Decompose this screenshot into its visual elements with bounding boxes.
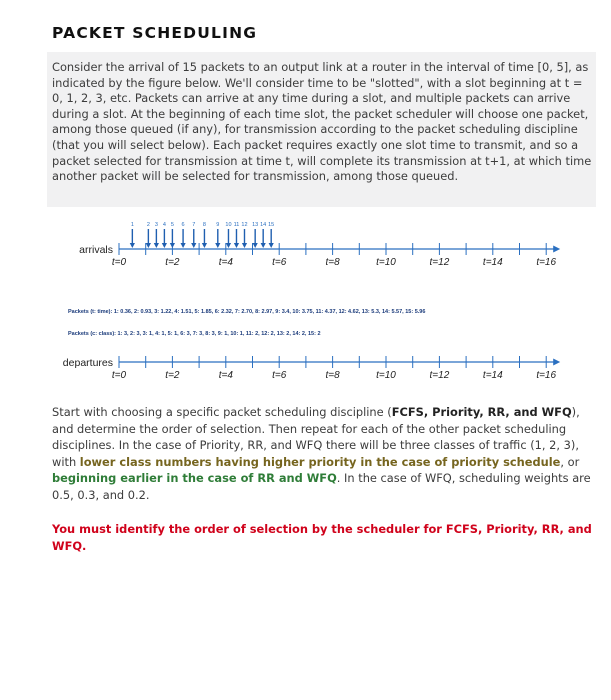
- arrival-arrowhead: [154, 243, 159, 248]
- packet-classes-line: Packets (c: class): 1: 3, 2: 3, 3: 1, 4: 1, 5: 1, 6: 3, 7: 3, 8: 3, 9: 1, 10: 1, 11: 2, 12: 2, 13: 2, 14: 2, 15: 2: [68, 331, 321, 337]
- arrival-arrowhead: [234, 243, 239, 248]
- packet-times-line: Packets (t: time): 1: 0.36, 2: 0.93, 3: 1.22, 4: 1.51, 5: 1.85, 6: 2.32, 7: 2.70, 8: 2.97, 9: 3.4, 10: 3.75, 11: 4.37, 12: 4.62, 13: 5.3, 14: 5.57, 15: 5.96: [68, 309, 426, 315]
- departures-axis-arrowhead: [553, 359, 560, 366]
- arrival-packet-number: 11: [233, 222, 240, 228]
- arrival-packet-number: 2: [146, 222, 150, 228]
- arrivals-tick-label: t=16: [536, 257, 557, 268]
- arrival-arrowhead: [253, 243, 258, 248]
- arrival-arrowhead: [146, 243, 151, 248]
- arrivals-tick-label: t=10: [376, 257, 396, 268]
- departures-axis-label: departures: [62, 357, 113, 369]
- arrival-packet-number: 5: [170, 222, 174, 228]
- rr-wfq-rule-highlight: beginning earlier in the case of RR and WFQ: [52, 471, 337, 485]
- arrivals-tick-label: t=8: [325, 257, 340, 268]
- arrival-packet-number: 1: [130, 222, 134, 228]
- arrival-packet-number: 4: [162, 222, 166, 228]
- departures-tick-label: t=12: [429, 370, 450, 381]
- disciplines-highlight: FCFS, Priority, RR, and WFQ: [391, 405, 572, 419]
- arrival-arrowhead: [226, 243, 231, 248]
- departures-tick-label: t=14: [482, 370, 503, 381]
- arrival-departure-figure: [60, 212, 595, 397]
- arrival-arrowhead: [162, 243, 167, 248]
- arrival-packet-number: 9: [216, 222, 220, 228]
- arrival-packet-number: 14: [260, 222, 267, 228]
- arrivals-tick-label: t=0: [111, 257, 127, 268]
- task-statement: You must identify the order of selection by the scheduler for FCFS, Priority, RR, and WFQ.: [52, 522, 592, 553]
- arrivals-tick-label: t=4: [218, 257, 233, 268]
- arrival-packet-number: 7: [192, 222, 196, 228]
- intro-paragraph: Consider the arrival of 15 packets to an output link at a router in the interval of time [0, 5], as indicated by the figure below. We'll consider time to be "slotted", with a slot beginning at t = 0, 1, 2, 3, etc. Packets can arrive at any time during a slot, and multiple packets can arrive during a slot. At the beginning of each time slot, the packet scheduler will choose one packet, among those queued (if any), for transmission according to the packet scheduling discipline (that you will select below). Each packet requires exactly one slot time to transmit, and so a packet selected for transmission at time t, will complete its transmission at t+1, at which time another packet will be selected for transmission, among those queued.: [52, 60, 592, 184]
- departures-tick-label: t=10: [376, 370, 396, 381]
- arrival-arrowhead: [269, 243, 274, 248]
- arrivals-tick-label: t=6: [272, 257, 287, 268]
- arrival-packet-number: 13: [252, 222, 259, 228]
- arrival-packet-number: 6: [181, 222, 185, 228]
- priority-rule-highlight: lower class numbers having higher priority in the case of priority schedule: [79, 454, 561, 469]
- arrival-arrowhead: [242, 243, 247, 248]
- instructions-part-1: Start with choosing a specific packet scheduling discipline (: [52, 405, 392, 419]
- page-title: PACKET SCHEDULING: [52, 24, 258, 42]
- departures-tick-label: t=4: [218, 370, 233, 381]
- departures-tick-label: t=6: [272, 370, 287, 381]
- instructions-part-3: , or: [560, 454, 580, 469]
- arrival-arrowhead: [191, 243, 196, 248]
- departures-tick-label: t=0: [111, 370, 127, 381]
- arrivals-tick-label: t=14: [482, 257, 503, 268]
- arrivals-tick-label: t=12: [429, 257, 450, 268]
- arrival-arrowhead: [130, 243, 135, 248]
- arrival-arrowhead: [202, 243, 207, 248]
- arrival-arrowhead: [215, 243, 220, 248]
- timeline-svg: [60, 212, 595, 397]
- arrival-packet-number: 15: [268, 222, 275, 228]
- arrival-packet-number: 10: [225, 222, 232, 228]
- arrivals-axis-arrowhead: [553, 246, 560, 253]
- arrival-arrowhead: [170, 243, 175, 248]
- arrival-arrowhead: [180, 243, 185, 248]
- instructions-paragraph: [52, 404, 596, 503]
- departures-tick-label: t=16: [536, 370, 557, 381]
- arrival-packet-number: 3: [154, 222, 158, 228]
- arrival-packet-number: 12: [241, 222, 248, 228]
- departures-tick-label: t=2: [165, 370, 180, 381]
- arrival-packet-number: 8: [202, 222, 206, 228]
- arrival-arrowhead: [261, 243, 266, 248]
- instructions-part-2: ), and determine the order of selection. Then repeat for each of the other packet scheduling disciplines. In the case of Priority, RR, and WFQ there will be three classes of traffic (1, 2, 3), with: [52, 405, 580, 469]
- instructions-part-4: . In the case of WFQ, scheduling weights are 0.5, 0.3, and 0.2.: [52, 471, 591, 502]
- arrivals-tick-label: t=2: [165, 257, 180, 268]
- departures-tick-label: t=8: [325, 370, 340, 381]
- arrivals-axis-label: arrivals: [79, 244, 113, 256]
